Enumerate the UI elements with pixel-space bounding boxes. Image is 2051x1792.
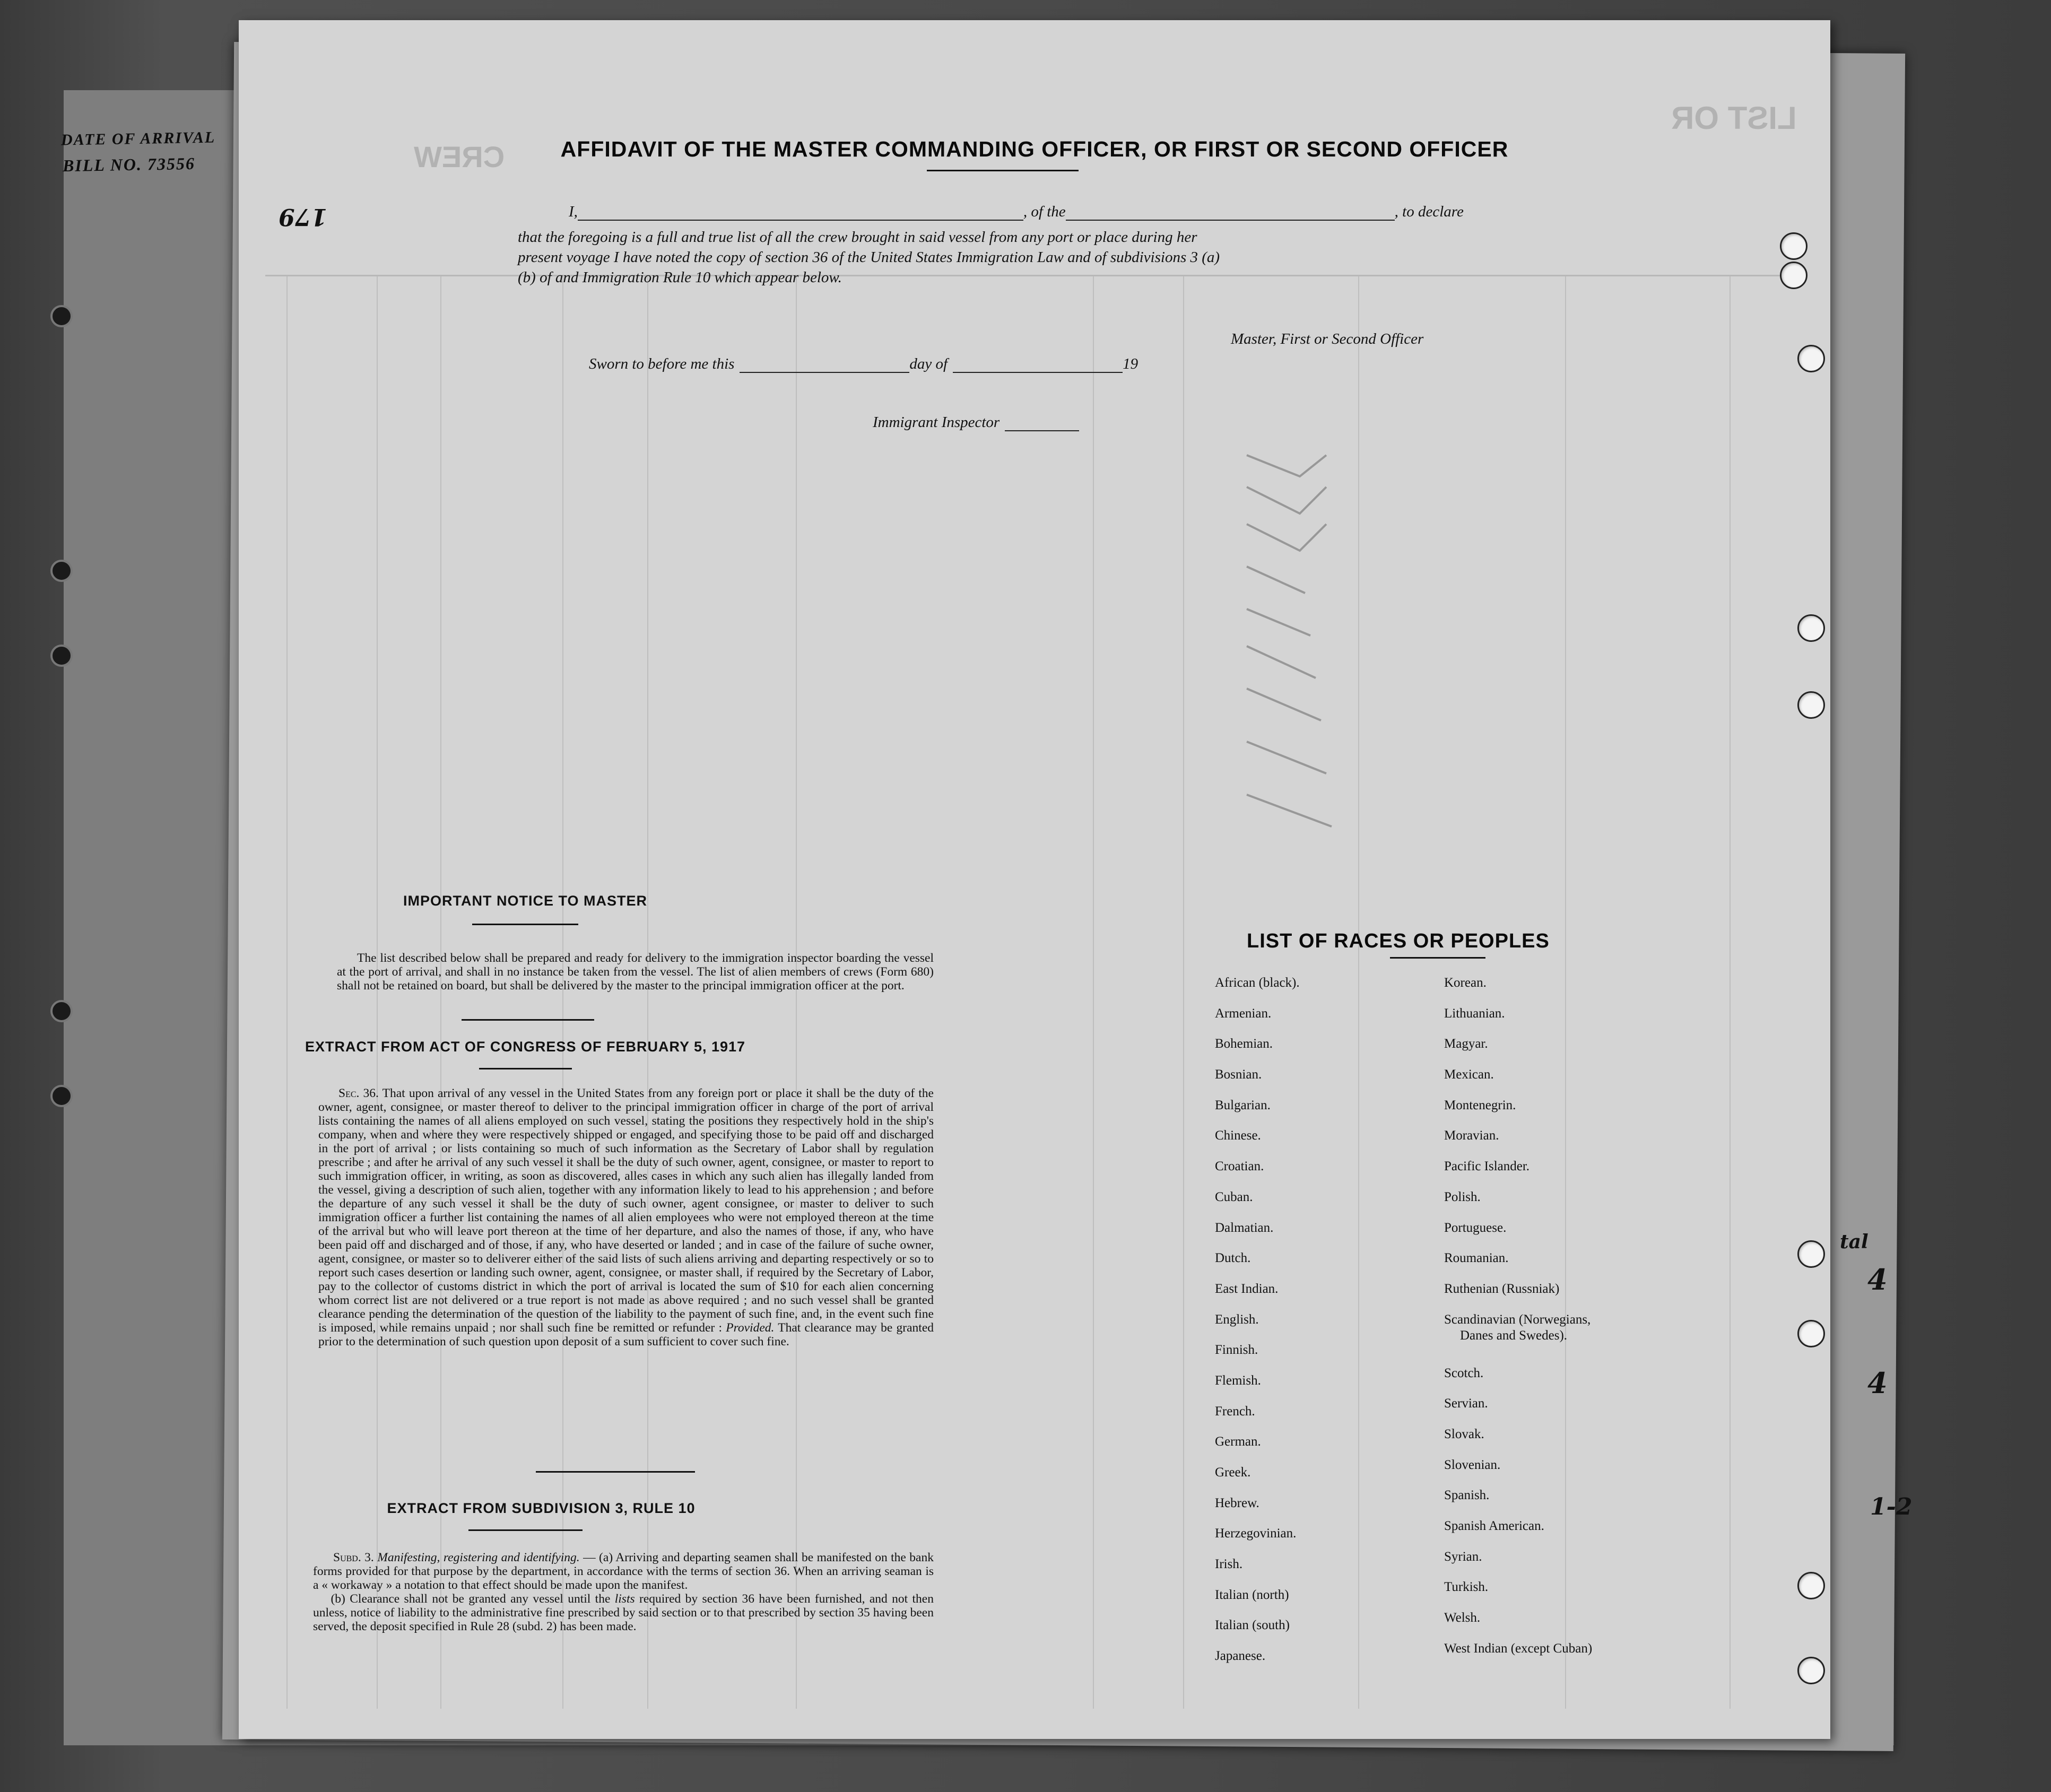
subd-label: Subd. 3. [333,1551,374,1564]
race-item: Bohemian. [1215,1037,1273,1051]
race-item: Greek. [1215,1465,1251,1480]
race-item: Dalmatian. [1215,1220,1274,1235]
inspector-label: Immigrant Inspector [873,414,1000,431]
race-item: Moravian. [1444,1128,1499,1143]
race-item: Armenian. [1215,1006,1272,1021]
divider [462,1019,594,1021]
race-item: Bosnian. [1215,1067,1262,1082]
race-item: Slovak. [1444,1426,1484,1441]
divider [536,1471,695,1473]
notice-underline [472,924,578,925]
note-mark: 1-2 [1870,1493,1913,1520]
affidavit-line-1 [569,203,1464,221]
race-item: Cuban. [1215,1189,1253,1204]
race-item: Welsh. [1444,1611,1481,1625]
punch-hole [1797,345,1825,372]
race-item: East Indian. [1215,1281,1279,1296]
races-underline [1390,957,1485,959]
provided-label: Provided. [726,1321,775,1335]
signature-label: Master, First or Second Officer [1231,330,1424,347]
rule-body-b-end: required by section 36 have been furnished, and not then unless, notice of liability to the administrative fine prescribed by said section or to that prescribed by section 35 having been served, the deposit specified in Rule 28 (subd. 2) has been made. [313,1592,934,1633]
race-item: Spanish American. [1444,1519,1544,1533]
race-item: Pacific Islander. [1444,1159,1530,1174]
lists-word: lists [614,1592,635,1606]
race-scandinavian: Scandinavian (Norwegians, [1444,1312,1591,1327]
rule-body-a: — (a) Arriving and departing seamen shall be manifested on the bank forms provided for that purpose by the department, in accordance with the terms of section 36. When an arriving seaman is a « workaway » a notation to that effect should be made upon the manifest. [313,1551,934,1592]
affidavit-title: AFFIDAVIT OF THE MASTER COMMANDING OFFICER, OR FIRST OR SECOND OFFICER [560,137,1509,161]
race-item: Irish. [1215,1557,1243,1572]
day-label: day of [909,355,948,372]
race-item: Finnish. [1215,1343,1258,1358]
race-item: German. [1215,1434,1261,1449]
race-item: Polish. [1444,1189,1481,1204]
name-blank[interactable] [578,220,1023,221]
races-left-column [1215,975,1300,1679]
binder-hole [50,645,73,667]
act-body: That upon arrival of any vessel in the United States from any foreign port or place it shall be the duty of the owner, agent, consignee, or master thereof to deliver to the principal immigration officer in charge of the port of arrival lists containing the names of all aliens employed on such vessel, stating the positions they respectively hold in the ship's company, when and where they were respectively shipped or engaged, and specifying those to be paid off and discharged in the port of arrival ; or lists containing so much of such information as the Secretary of Labor shall by regulation prescribe ; and after he arrival of any such vessel it shall be the duty of such owner, agent, consignee, or master to report to such immigration officer, in writing, as soon as discovered, alles cases in which any such alien has illegally landed from the vessel, giving a description of such alien, together with any information likely to lead to his apprehension ; and before the departure of any such vessel it shall be the duty of such owner, agent consignee, or master to deliver to such immigration officer a further list containing the names of all alien employees who were not employed thereon at the time of the arrival but who will leave port thereon at the time of her departure, and also the names of those, if any, who have been paid off and discharged and of those, if any, who have deserted or landed ; and in case of the failure of suche owner, agent, consignee, or master so to deliverer either of the said lists of such aliens arriving and departing respectively or so to report such cases desertion or landing such owner, agent, consignee, or master shall, if required by the Secretary of Labor, pay to the collector of customs district in which the port of arrival is located the sum of $10 for each alien concerning whom correct list are not delivered or a true report is not made as above required ; and no such vessel shall be granted clearance pending the determination of the question of the liability to the payment of such fine, and, in the event such fine is imposed, while remains unpaid ; nor shall such fine be remitted or refunder : [318,1086,934,1335]
affidavit-to-declare: , to declare [1394,203,1464,220]
punch-hole [1797,1240,1825,1268]
race-item: Ruthenian (Russniak) [1444,1281,1560,1296]
rule-body-b-start: (b) Clearance shall not be granted any vessel until the [331,1592,611,1606]
race-item: Hebrew. [1215,1495,1259,1510]
punch-hole [1797,1572,1825,1599]
page-number-handwritten: 179 [279,203,327,230]
ghost-heading: LIST OR [1671,100,1797,136]
race-item: Mexican. [1444,1067,1494,1082]
race-item: Chinese. [1215,1128,1261,1143]
race-item: Slovenian. [1444,1457,1501,1472]
race-item: Spanish. [1444,1488,1490,1503]
punch-hole [1797,1320,1825,1347]
race-item: Bulgarian. [1215,1098,1271,1112]
race-item: Croatian. [1215,1159,1264,1174]
race-item: Italian (south) [1215,1618,1290,1633]
count-mark: 4 [1867,1263,1888,1297]
race-item: Scotch. [1444,1365,1484,1380]
day-blank[interactable] [740,372,909,373]
race-item: French. [1215,1404,1255,1419]
notice-heading: IMPORTANT NOTICE TO MASTER [403,893,647,909]
race-item [1444,1312,1592,1365]
binder-hole [50,305,73,327]
race-item: West Indian (except Cuban) [1444,1641,1593,1656]
race-scandinavian-cont: Danes and Swedes). [1460,1328,1568,1343]
stub-bill-label: BILL NO. 73556 [62,153,196,176]
affidavit-i: I, [569,203,578,220]
year-label: 19 [1123,355,1139,372]
rule-text [313,1551,934,1633]
count-mark: 4 [1867,1366,1888,1400]
rule-underline [468,1529,583,1531]
punch-hole [1780,262,1807,289]
races-heading: LIST OF RACES OR PEOPLES [1247,930,1550,952]
affidavit-line-3: present voyage I have noted the copy of section 36 of the United States Immigration Law and of subdivisions 3 (a) [518,249,1220,266]
affidavit-line-2: that the foregoing is a full and true list of all the crew brought in said vessel from any port or place during her [518,229,1197,246]
ghost-heading: CREW [414,140,505,173]
inspector-line [873,414,1079,431]
race-item: English. [1215,1312,1259,1327]
race-item: Lithuanian. [1444,1006,1505,1021]
punch-hole [1797,614,1825,642]
stub-date-label: DATE OF ARRIVAL [60,128,216,149]
race-item: Korean. [1444,976,1487,990]
race-item: Flemish. [1215,1373,1261,1388]
month-blank[interactable] [953,372,1123,373]
title-underline [927,170,1079,171]
total-label: tal [1840,1231,1869,1253]
race-item: Magyar. [1444,1037,1488,1051]
race-item: Roumanian. [1444,1251,1509,1266]
race-item: Turkish. [1444,1580,1489,1595]
race-item: Dutch. [1215,1251,1251,1266]
race-item: Montenegrin. [1444,1098,1516,1112]
punch-hole [1797,691,1825,719]
affidavit-line-4: (b) of and Immigration Rule 10 which appear below. [518,269,842,286]
act-body-end: That clearance may be granted prior to the determination of such question upon deposit of a sum sufficient to cover such fine. [318,1321,934,1349]
race-item: Herzegovinian. [1215,1526,1297,1541]
binder-hole [50,1085,73,1107]
sec-label: Sec. 36. [338,1086,379,1100]
race-item: Italian (north) [1215,1587,1289,1602]
subd-title: Manifesting, registering and identifying. [377,1551,580,1564]
race-item: Japanese. [1215,1649,1266,1664]
race-item: Servian. [1444,1396,1488,1411]
binder-hole [50,560,73,582]
sworn-line [589,355,1138,373]
ghost-checkmarks [1236,445,1581,975]
race-item: Syrian. [1444,1549,1482,1564]
sworn-label: Sworn to before me this [589,355,735,372]
punch-hole [1797,1657,1825,1684]
act-text [318,1086,934,1349]
notice-text: The list described below shall be prepared and ready for delivery to the immigration inspector boarding the vessel at the port of arrival, and shall in no instance be taken from the vessel. The list of alien members of crews (Form 680) shall not be retained on board, but shall be delivered by the master to the principal immigration officer at the port. [337,951,934,993]
inspector-blank[interactable] [1005,430,1079,431]
race-item: African (black). [1215,976,1300,990]
act-heading: EXTRACT FROM ACT OF CONGRESS OF FEBRUARY 5, 1917 [305,1039,746,1055]
races-right-column [1444,975,1592,1671]
affidavit-sheet [239,20,1830,1739]
punch-hole [1780,232,1807,260]
act-underline [479,1068,572,1069]
race-item: Portuguese. [1444,1220,1507,1235]
affidavit-of-the: , of the [1023,203,1066,220]
rule-heading: EXTRACT FROM SUBDIVISION 3, RULE 10 [387,1500,696,1516]
vessel-blank[interactable] [1066,220,1395,221]
binder-hole [50,1000,73,1022]
